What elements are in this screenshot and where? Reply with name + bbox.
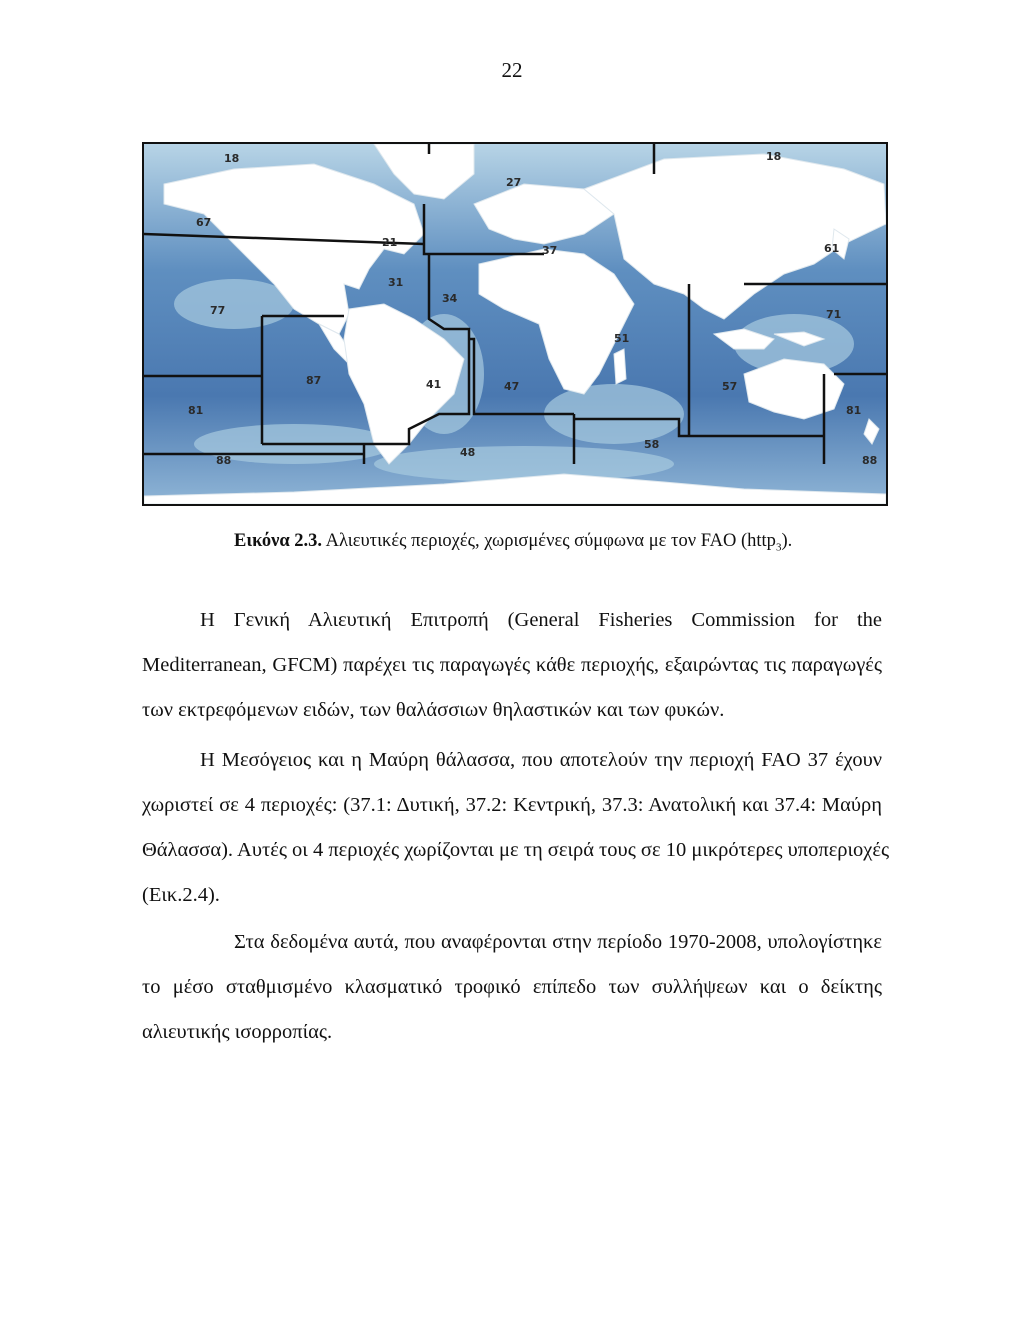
zone-label: 18 xyxy=(766,150,782,163)
zone-label: 81 xyxy=(188,404,204,417)
zone-label: 57 xyxy=(722,380,738,393)
paragraph-line: Θάλασσα). Αυτές οι 4 περιοχές χωρίζονται με τη σειρά τους σε 10 μικρότερες υποπεριοχές xyxy=(142,839,890,861)
zone-label: 34 xyxy=(442,292,458,305)
zone-label: 67 xyxy=(196,216,212,229)
zone-label: 81 xyxy=(846,404,862,417)
paragraph-line: Mediterranean, GFCM) παρέχει τις παραγωγές κάθε περιοχής, εξαιρώντας τις παραγωγές xyxy=(142,654,882,676)
zone-label: 48 xyxy=(460,446,476,459)
world-map xyxy=(144,144,886,504)
zone-label: 88 xyxy=(216,454,232,467)
caption-text: Αλιευτικές περιοχές, χωρισμένες σύμφωνα με τον FAO (http xyxy=(325,531,776,551)
zone-label: 58 xyxy=(644,438,660,451)
zone-label: 71 xyxy=(826,308,842,321)
zone-label: 47 xyxy=(504,380,520,393)
paragraph-line: (Εικ.2.4). xyxy=(142,884,220,906)
zone-label: 31 xyxy=(388,276,404,289)
zone-label: 27 xyxy=(506,176,522,189)
caption-end: ). xyxy=(781,531,793,551)
paragraph-line: Στα δεδομένα αυτά, που αναφέρονται στην περίοδο 1970-2008, υπολογίστηκε xyxy=(234,931,882,953)
paragraph-line: των εκτρεφόμενων ειδών, των θαλάσσιων θηλαστικών και των φυκών. xyxy=(142,699,725,721)
figure-caption xyxy=(234,531,792,554)
zone-label: 77 xyxy=(210,304,226,317)
zone-label: 51 xyxy=(614,332,630,345)
zone-label: 18 xyxy=(224,152,240,165)
caption-label: Εικόνα 2.3. xyxy=(234,531,323,551)
zone-label: 61 xyxy=(824,242,840,255)
paragraph-line: το μέσο σταθμισμένο κλασματικό τροφικό επίπεδο των συλλήψεων και ο δείκτης xyxy=(142,976,882,998)
paragraph-data-period xyxy=(142,920,882,1055)
zone-label: 41 xyxy=(426,378,442,391)
paragraph-line: αλιευτικής ισορροπίας. xyxy=(142,1021,333,1043)
paragraph-line: Η Γενική Αλιευτική Επιτροπή (General Fisheries Commission for the xyxy=(200,609,882,631)
paragraph-line: Η Μεσόγειος και η Μαύρη θάλασσα, που αποτελούν την περιοχή FAO 37 έχουν xyxy=(200,749,882,771)
zone-label: 87 xyxy=(306,374,322,387)
zone-label: 88 xyxy=(862,454,878,467)
page-number: 22 xyxy=(501,58,523,82)
zone-label: 21 xyxy=(382,236,398,249)
fao-fishing-areas-map xyxy=(142,142,888,506)
caption-subscript: 3 xyxy=(775,541,782,554)
paragraph-mediterranean xyxy=(142,738,890,918)
paragraph-gfcm xyxy=(142,598,882,733)
paragraph-line: χωριστεί σε 4 περιοχές: (37.1: Δυτική, 37.2: Κεντρική, 37.3: Ανατολική και 37.4: Μαύρη xyxy=(142,794,882,816)
zone-label: 37 xyxy=(542,244,558,257)
